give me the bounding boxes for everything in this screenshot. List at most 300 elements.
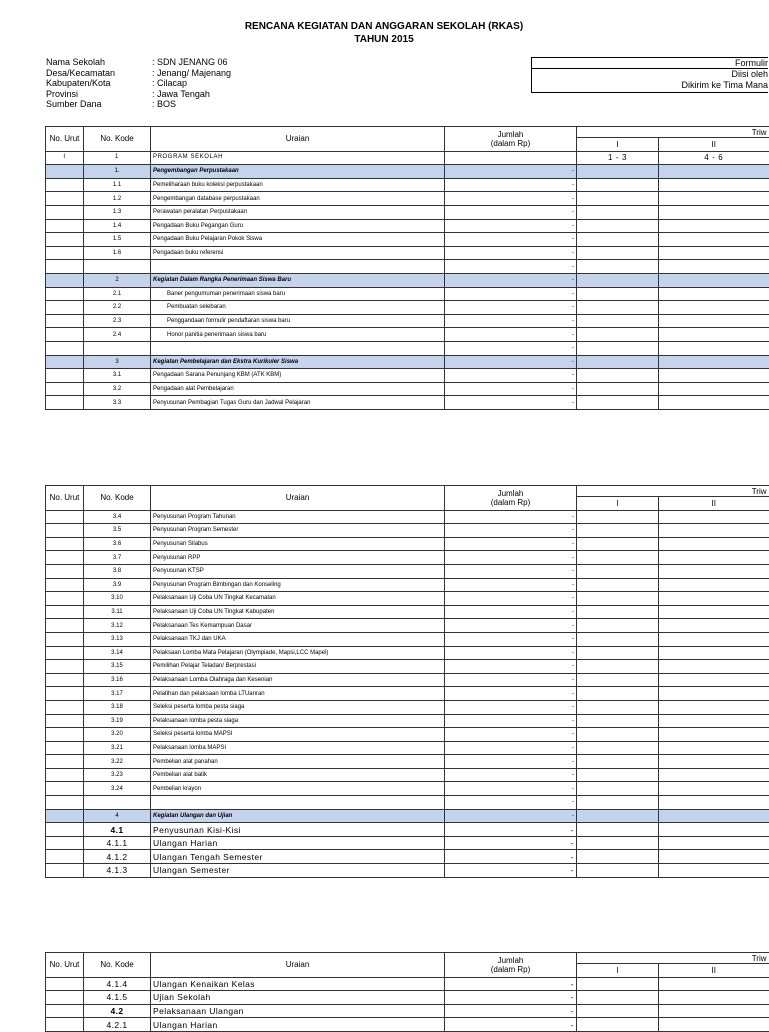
col-triwulan: Triw (577, 486, 769, 497)
table-row (46, 646, 769, 660)
cell-tw-2 (659, 864, 769, 878)
cell-jumlah: - (445, 369, 577, 383)
cell-jumlah: - (445, 741, 577, 755)
table-row (46, 314, 769, 328)
cell-jumlah: - (445, 700, 577, 714)
table-row (46, 219, 769, 233)
cell-urut (46, 592, 84, 606)
cell-jumlah: - (445, 991, 577, 1005)
table-row (46, 700, 769, 714)
cell-tw-2 (659, 977, 769, 991)
cell-kode: 3.9 (84, 578, 151, 592)
cell-tw-1 (577, 592, 659, 606)
cell-tw-1 (577, 864, 659, 878)
cell-urut (46, 741, 84, 755)
cell-jumlah: - (445, 836, 577, 850)
cell-tw-1 (577, 728, 659, 742)
cell-tw-2 (659, 619, 769, 633)
table-row (46, 673, 769, 687)
table-row (46, 1018, 769, 1032)
cell-tw-1 (577, 782, 659, 796)
cell-uraian: Pengembangan database perpustakaan (151, 192, 445, 206)
cell-urut (46, 836, 84, 850)
cell-urut (46, 578, 84, 592)
table-row (46, 977, 769, 991)
cell-uraian: Pelaksanaan Lomba Olahraga dan Kesenian (151, 673, 445, 687)
cell-tw-1 (577, 165, 659, 179)
cell-tw-1 (577, 823, 659, 837)
cell-uraian: Pelaksanaan TKJ dan UKA (151, 632, 445, 646)
cell-kode: 3.17 (84, 687, 151, 701)
cell-jumlah: - (445, 246, 577, 260)
cell-urut (46, 205, 84, 219)
cell-tw-1 (577, 233, 659, 247)
cell-jumlah: - (445, 660, 577, 674)
cell-uraian: Pembuatan selebaran (151, 301, 445, 315)
cell-tw-1 (577, 178, 659, 192)
cell-jumlah: - (445, 314, 577, 328)
col-jumlah-line: (dalam Rp) (490, 138, 531, 148)
cell-jumlah: - (445, 205, 577, 219)
table-row (46, 192, 769, 206)
cell-tw-1 (577, 1018, 659, 1032)
cell-jumlah: - (445, 592, 577, 606)
cell-uraian: Pembelian alat batik (151, 768, 445, 782)
cell-urut (46, 1018, 84, 1032)
cell-urut (46, 233, 84, 247)
cell-tw-1 (577, 646, 659, 660)
table-row (46, 864, 769, 878)
col-tw-2: II (659, 964, 769, 978)
cell-urut (46, 700, 84, 714)
cell-uraian: Penyusunan Pembagian Tugas Guru dan Jadwal Pelajaran (151, 396, 445, 410)
cell-jumlah: - (445, 755, 577, 769)
table-row (46, 632, 769, 646)
table-row (46, 537, 769, 551)
cell-kode: 1.3 (84, 205, 151, 219)
cell-uraian: Penyusunan Silabus (151, 537, 445, 551)
cell-uraian: Pembelian alat panahan (151, 755, 445, 769)
cell-uraian (151, 796, 445, 810)
cell-kode: 2.4 (84, 328, 151, 342)
cell-tw-1 (577, 850, 659, 864)
cell-tw-1 (577, 768, 659, 782)
cell-kode (84, 341, 151, 355)
cell-tw-2 (659, 673, 769, 687)
cell-tw-1 (577, 355, 659, 369)
program-jumlah (445, 151, 577, 165)
cell-urut (46, 977, 84, 991)
cell-uraian: Penyusunan Kisi-Kisi (151, 823, 445, 837)
table-row (46, 510, 769, 524)
cell-kode: 3.23 (84, 768, 151, 782)
cell-tw-1 (577, 205, 659, 219)
cell-jumlah: - (445, 551, 577, 565)
cell-kode: 4.2 (84, 1004, 151, 1018)
cell-kode: 4.2.1 (84, 1018, 151, 1032)
cell-urut (46, 273, 84, 287)
document-subtitle: TAHUN 2015 (354, 34, 414, 45)
table-row (46, 687, 769, 701)
cell-jumlah: - (445, 233, 577, 247)
cell-tw-2 (659, 564, 769, 578)
info-value: : SDN JENANG 06 (152, 57, 228, 67)
info-row (46, 89, 231, 100)
cell-uraian (151, 260, 445, 274)
cell-tw-2 (659, 646, 769, 660)
cell-urut (46, 260, 84, 274)
cell-urut (46, 632, 84, 646)
cell-jumlah: - (445, 510, 577, 524)
cell-kode: 3.15 (84, 660, 151, 674)
table-row (46, 991, 769, 1005)
col-uraian: Uraian (151, 127, 445, 152)
cell-uraian: Seleksi peserta lomba pesta siaga (151, 700, 445, 714)
table-row (46, 728, 769, 742)
cell-jumlah: - (445, 796, 577, 810)
table-row (46, 823, 769, 837)
cell-tw-2 (659, 991, 769, 1005)
col-jumlah (445, 953, 577, 978)
cell-tw-2 (659, 809, 769, 823)
cell-urut (46, 564, 84, 578)
cell-tw-2 (659, 328, 769, 342)
col-uraian: Uraian (151, 486, 445, 511)
cell-tw-2 (659, 660, 769, 674)
cell-urut (46, 510, 84, 524)
cell-urut (46, 823, 84, 837)
cell-urut (46, 864, 84, 878)
cell-tw-1 (577, 578, 659, 592)
form-box-line: Dikirim ke Tima Mana (681, 80, 768, 90)
table-row (46, 396, 769, 410)
cell-tw-1 (577, 273, 659, 287)
cell-urut (46, 1004, 84, 1018)
cell-jumlah: - (445, 619, 577, 633)
cell-jumlah: - (445, 355, 577, 369)
col-jumlah-line: Jumlah (497, 129, 524, 139)
cell-uraian: Pelaksanaan lomba pesta siaga (151, 714, 445, 728)
cell-uraian: Ulangan Harian (151, 836, 445, 850)
col-jumlah-line: Jumlah (497, 955, 524, 965)
cell-tw-1 (577, 796, 659, 810)
cell-jumlah: - (445, 219, 577, 233)
cell-uraian: Penyusunan Program Bimbingan dan Konseling (151, 578, 445, 592)
table-row (46, 341, 769, 355)
cell-uraian (151, 341, 445, 355)
cell-kode: 1.1 (84, 178, 151, 192)
cell-urut (46, 551, 84, 565)
cell-tw-1 (577, 700, 659, 714)
cell-kode: 3.16 (84, 673, 151, 687)
table-row (46, 578, 769, 592)
table-row (46, 619, 769, 633)
table-row (46, 1004, 769, 1018)
cell-tw-2 (659, 537, 769, 551)
cell-urut (46, 782, 84, 796)
cell-tw-2 (659, 578, 769, 592)
cell-uraian: Penyusunan Program Semester (151, 524, 445, 538)
cell-tw-1 (577, 551, 659, 565)
col-tw-2: II (659, 497, 769, 511)
table-row (46, 328, 769, 342)
cell-tw-2 (659, 205, 769, 219)
info-value: : BOS (152, 99, 177, 109)
cell-tw-1 (577, 809, 659, 823)
cell-jumlah: - (445, 341, 577, 355)
cell-kode: 3.11 (84, 605, 151, 619)
cell-tw-2 (659, 369, 769, 383)
form-box (531, 57, 768, 93)
program-uraian: PROGRAM SEKOLAH (151, 151, 445, 165)
cell-urut (46, 219, 84, 233)
cell-tw-2 (659, 233, 769, 247)
cell-kode: 3.14 (84, 646, 151, 660)
cell-urut (46, 382, 84, 396)
cell-uraian: Ulangan Semester (151, 864, 445, 878)
table-row (46, 755, 769, 769)
cell-jumlah: - (445, 823, 577, 837)
table-row (46, 768, 769, 782)
table-row (46, 592, 769, 606)
cell-jumlah: - (445, 382, 577, 396)
cell-tw-2 (659, 592, 769, 606)
cell-jumlah: - (445, 714, 577, 728)
table-row (46, 178, 769, 192)
cell-urut (46, 768, 84, 782)
cell-urut (46, 178, 84, 192)
cell-kode: 3.4 (84, 510, 151, 524)
cell-tw-2 (659, 165, 769, 179)
cell-jumlah: - (445, 578, 577, 592)
col-triwulan: Triw (577, 953, 769, 964)
tw-2-range: 4 - 6 (659, 151, 769, 165)
cell-tw-2 (659, 219, 769, 233)
table-row (46, 301, 769, 315)
cell-uraian: Kegiatan Dalam Rangka Penerimaan Siswa Baru (151, 273, 445, 287)
col-no-urut: No. Urut (46, 486, 84, 511)
cell-tw-2 (659, 273, 769, 287)
cell-kode: 3.3 (84, 396, 151, 410)
table-row (46, 233, 769, 247)
cell-uraian: Perawatan peralatan Perpustakaan (151, 205, 445, 219)
cell-uraian: Pelaksanaan Ulangan (151, 1004, 445, 1018)
form-box-line: Diisi oleh (731, 69, 768, 79)
table-row (46, 165, 769, 179)
cell-tw-1 (577, 632, 659, 646)
cell-tw-2 (659, 755, 769, 769)
cell-kode (84, 260, 151, 274)
cell-tw-2 (659, 796, 769, 810)
table-row (46, 605, 769, 619)
cell-uraian: Pemeliharaan buku koleksi perpustakaan (151, 178, 445, 192)
cell-kode: 3.24 (84, 782, 151, 796)
rkas-table-1 (45, 126, 769, 410)
cell-tw-1 (577, 510, 659, 524)
cell-uraian: Pemilihan Pelajar Teladan/ Berprestasi (151, 660, 445, 674)
cell-uraian: Pengadaan Sarana Penunjang KBM (ATK KBM) (151, 369, 445, 383)
cell-tw-1 (577, 755, 659, 769)
cell-uraian: Kegiatan Pembelajaran dan Ekstra Kurikuler Siswa (151, 355, 445, 369)
cell-jumlah: - (445, 632, 577, 646)
col-no-kode: No. Kode (84, 953, 151, 978)
cell-jumlah: - (445, 287, 577, 301)
cell-tw-1 (577, 192, 659, 206)
cell-tw-1 (577, 246, 659, 260)
col-tw-1: I (577, 964, 659, 978)
table-row (46, 369, 769, 383)
cell-kode: 4.1.4 (84, 977, 151, 991)
cell-tw-1 (577, 991, 659, 1005)
cell-tw-2 (659, 551, 769, 565)
cell-jumlah: - (445, 564, 577, 578)
cell-tw-1 (577, 382, 659, 396)
program-kode: 1 (84, 151, 151, 165)
cell-kode: 3.13 (84, 632, 151, 646)
cell-uraian: Pelaksanaan Tes Kemampuan Dasar (151, 619, 445, 633)
cell-kode: 1.5 (84, 233, 151, 247)
cell-jumlah: - (445, 977, 577, 991)
cell-urut (46, 687, 84, 701)
table-row (46, 714, 769, 728)
cell-kode: 4.1 (84, 823, 151, 837)
cell-tw-1 (577, 260, 659, 274)
info-value: : Jawa Tengah (152, 88, 210, 99)
cell-urut (46, 728, 84, 742)
cell-tw-2 (659, 605, 769, 619)
cell-tw-2 (659, 728, 769, 742)
col-no-kode: No. Kode (84, 486, 151, 511)
info-value: : Jenang/ Majenang (152, 67, 232, 78)
cell-jumlah: - (445, 396, 577, 410)
cell-urut (46, 537, 84, 551)
table-row (46, 260, 769, 274)
cell-tw-1 (577, 619, 659, 633)
info-label: Provinsi (46, 88, 79, 99)
table-row (46, 782, 769, 796)
cell-kode: 3.10 (84, 592, 151, 606)
cell-urut (46, 341, 84, 355)
table-row (46, 796, 769, 810)
cell-kode: 1.2 (84, 192, 151, 206)
info-row (46, 57, 231, 68)
col-uraian: Uraian (151, 953, 445, 978)
info-row (46, 68, 231, 79)
cell-uraian: Pelatihan dan pelaksaan lomba LTUanran (151, 687, 445, 701)
cell-urut (46, 991, 84, 1005)
cell-kode: 3.7 (84, 551, 151, 565)
cell-tw-2 (659, 632, 769, 646)
cell-tw-1 (577, 219, 659, 233)
cell-kode: 3 (84, 355, 151, 369)
col-tw-1: I (577, 138, 659, 152)
cell-tw-2 (659, 178, 769, 192)
cell-kode: 4.1.2 (84, 850, 151, 864)
col-no-kode: No. Kode (84, 127, 151, 152)
cell-tw-2 (659, 1018, 769, 1032)
cell-uraian: Penyusunan KTSP (151, 564, 445, 578)
cell-tw-2 (659, 301, 769, 315)
cell-tw-1 (577, 301, 659, 315)
cell-tw-2 (659, 260, 769, 274)
cell-urut (46, 850, 84, 864)
cell-kode: 3.5 (84, 524, 151, 538)
cell-tw-2 (659, 314, 769, 328)
info-row (46, 99, 231, 110)
col-tw-1: I (577, 497, 659, 511)
cell-jumlah: - (445, 178, 577, 192)
cell-kode: 3.2 (84, 382, 151, 396)
col-no-urut: No. Urut (46, 953, 84, 978)
cell-jumlah: - (445, 605, 577, 619)
cell-urut (46, 328, 84, 342)
cell-urut (46, 673, 84, 687)
info-label: Sumber Dana (46, 99, 102, 109)
col-jumlah (445, 486, 577, 511)
tw-1-range: 1 - 3 (577, 151, 659, 165)
cell-tw-1 (577, 537, 659, 551)
cell-tw-1 (577, 741, 659, 755)
cell-tw-2 (659, 850, 769, 864)
cell-tw-2 (659, 836, 769, 850)
cell-uraian: Ujian Sekolah (151, 991, 445, 1005)
cell-uraian: Pelaksanaan Uji Coba UN Tingkat Kabupaten (151, 605, 445, 619)
col-jumlah (445, 127, 577, 152)
cell-jumlah: - (445, 864, 577, 878)
table-row (46, 524, 769, 538)
cell-tw-2 (659, 510, 769, 524)
cell-jumlah: - (445, 537, 577, 551)
cell-tw-1 (577, 328, 659, 342)
cell-tw-1 (577, 1004, 659, 1018)
cell-kode: 3.6 (84, 537, 151, 551)
table-row (46, 246, 769, 260)
cell-tw-1 (577, 836, 659, 850)
cell-jumlah: - (445, 809, 577, 823)
cell-kode: 3.20 (84, 728, 151, 742)
cell-kode: 1. (84, 165, 151, 179)
cell-tw-1 (577, 673, 659, 687)
cell-urut (46, 605, 84, 619)
cell-urut (46, 646, 84, 660)
cell-tw-1 (577, 369, 659, 383)
cell-tw-1 (577, 977, 659, 991)
cell-kode: 3.8 (84, 564, 151, 578)
cell-tw-2 (659, 382, 769, 396)
cell-kode: 3.19 (84, 714, 151, 728)
cell-jumlah: - (445, 273, 577, 287)
cell-uraian: Pelaksanaan lomba MAPSI (151, 741, 445, 755)
cell-jumlah: - (445, 192, 577, 206)
cell-urut (46, 809, 84, 823)
info-row (46, 78, 231, 89)
cell-tw-2 (659, 524, 769, 538)
cell-tw-1 (577, 660, 659, 674)
cell-jumlah: - (445, 646, 577, 660)
table-row (46, 287, 769, 301)
cell-urut (46, 524, 84, 538)
cell-kode: 4 (84, 809, 151, 823)
info-value: : Cilacap (152, 78, 188, 88)
table-row (46, 355, 769, 369)
school-info (46, 57, 231, 110)
cell-kode: 2.1 (84, 287, 151, 301)
cell-tw-2 (659, 341, 769, 355)
cell-tw-1 (577, 524, 659, 538)
table-row (46, 205, 769, 219)
cell-uraian: Pengembangan Perpustakaan (151, 165, 445, 179)
table-row (46, 273, 769, 287)
